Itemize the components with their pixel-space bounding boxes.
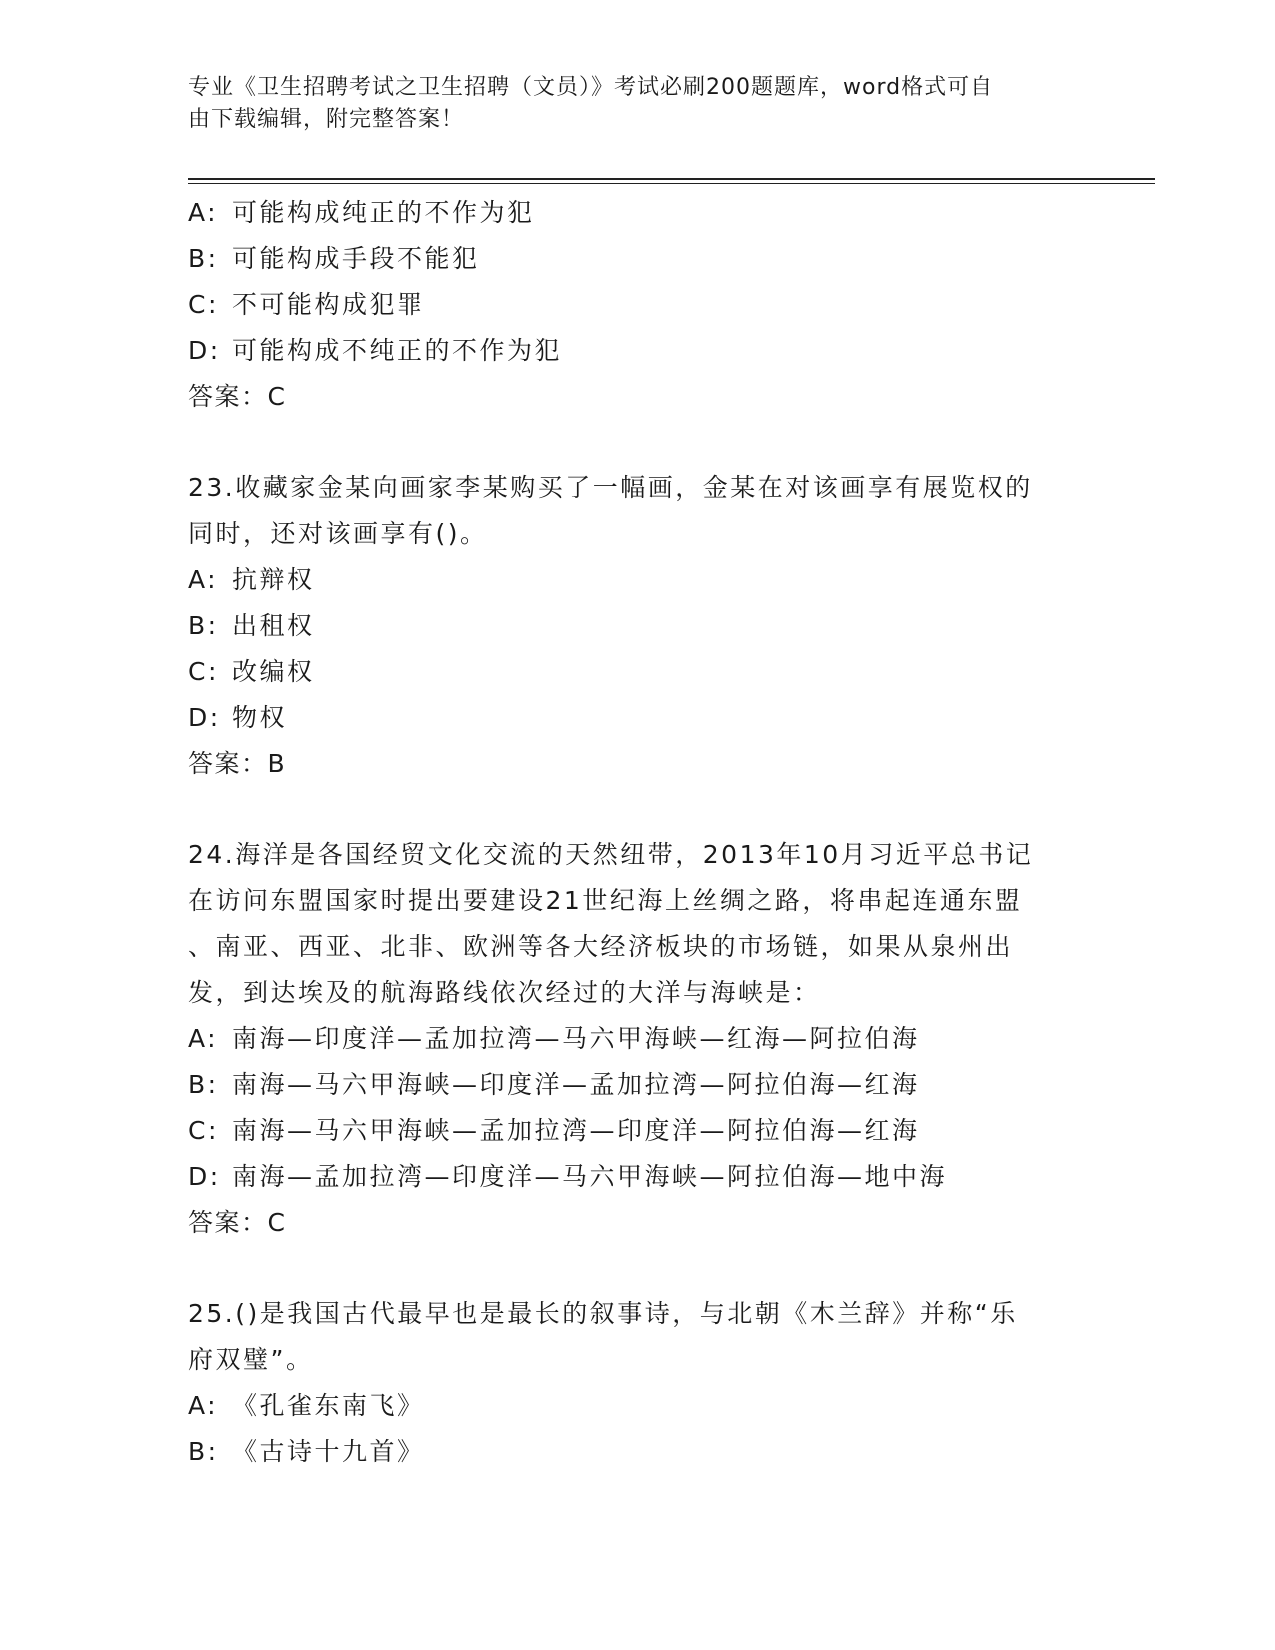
question-text-line: 同时，还对该画享有()。 [188,519,488,548]
question-text-line: 23.收藏家金某向画家李某购买了一幅画，金某在对该画享有展览权的 [188,473,1033,502]
option-b [188,1062,1108,1108]
option-text: 改编权 [232,657,315,686]
option-letter: B: [188,244,219,273]
question-24 [188,832,1108,1246]
option-text: 物权 [232,703,288,732]
option-text: 不可能构成犯罪 [232,290,425,319]
option-letter: B: [188,1070,219,1099]
option-letter: A: [188,565,219,594]
option-text: 南海—马六甲海峡—印度洋—孟加拉湾—阿拉伯海—红海 [232,1070,920,1099]
option-a [188,1016,1108,1062]
header-line-2: 由下载编辑，附完整答案！ [188,107,465,132]
option-c [188,1108,1108,1154]
option-text: 可能构成手段不能犯 [232,244,480,273]
option-letter: D: [188,1162,221,1191]
answer: 答案：C [188,382,287,411]
header-rule-thin [188,183,1155,184]
option-b [188,236,1108,282]
option-text: 《古诗十九首》 [232,1437,425,1466]
option-letter: C: [188,657,219,686]
option-c [188,649,1108,695]
question-22 [188,190,1108,420]
option-letter: C: [188,290,219,319]
option-letter: C: [188,1116,219,1145]
option-letter: A: [188,1024,219,1053]
option-d [188,695,1108,741]
answer: 答案：B [188,749,287,778]
option-c [188,282,1108,328]
option-a [188,190,1108,236]
option-text: 出租权 [232,611,315,640]
header-line-1: 专业《卫生招聘考试之卫生招聘（文员）》考试必刷200题题库，word格式可自 [188,75,994,100]
question-text-line: 24.海洋是各国经贸文化交流的天然纽带，2013年10月习近平总书记 [188,840,1034,869]
option-b [188,1429,1108,1475]
option-d [188,328,1108,374]
option-text: 南海—印度洋—孟加拉湾—马六甲海峡—红海—阿拉伯海 [232,1024,920,1053]
question-text-line: 25.()是我国古代最早也是最长的叙事诗，与北朝《木兰辞》并称“乐 [188,1299,1018,1328]
option-letter: D: [188,336,221,365]
option-d [188,1154,1108,1200]
option-text: 南海—孟加拉湾—印度洋—马六甲海峡—阿拉伯海—地中海 [232,1162,948,1191]
question-25 [188,1291,1108,1475]
option-a [188,1383,1108,1429]
question-text-line: 、南亚、西亚、北非、欧洲等各大经济板块的市场链，如果从泉州出 [188,932,1014,961]
option-text: 可能构成不纯正的不作为犯 [232,336,563,365]
spacer [188,1246,1108,1291]
document-header [188,72,1068,136]
option-letter: B: [188,611,219,640]
question-23 [188,465,1108,787]
option-a [188,557,1108,603]
option-b [188,603,1108,649]
spacer [188,787,1108,832]
question-text-line: 在访问东盟国家时提出要建设21世纪海上丝绸之路，将串起连通东盟 [188,886,1023,915]
option-letter: D: [188,703,221,732]
option-text: 可能构成纯正的不作为犯 [232,198,535,227]
option-letter: B: [188,1437,219,1466]
option-letter: A: [188,198,219,227]
option-text: 抗辩权 [232,565,315,594]
question-text-line: 发，到达埃及的航海路线依次经过的大洋与海峡是： [188,978,821,1007]
header-rule-thick [188,178,1155,180]
option-text: 南海—马六甲海峡—孟加拉湾—印度洋—阿拉伯海—红海 [232,1116,920,1145]
question-text-line: 府双璧”。 [188,1345,314,1374]
answer: 答案：C [188,1208,287,1237]
spacer [188,420,1108,465]
option-letter: A: [188,1391,219,1420]
question-list [188,190,1108,1475]
option-text: 《孔雀东南飞》 [232,1391,425,1420]
